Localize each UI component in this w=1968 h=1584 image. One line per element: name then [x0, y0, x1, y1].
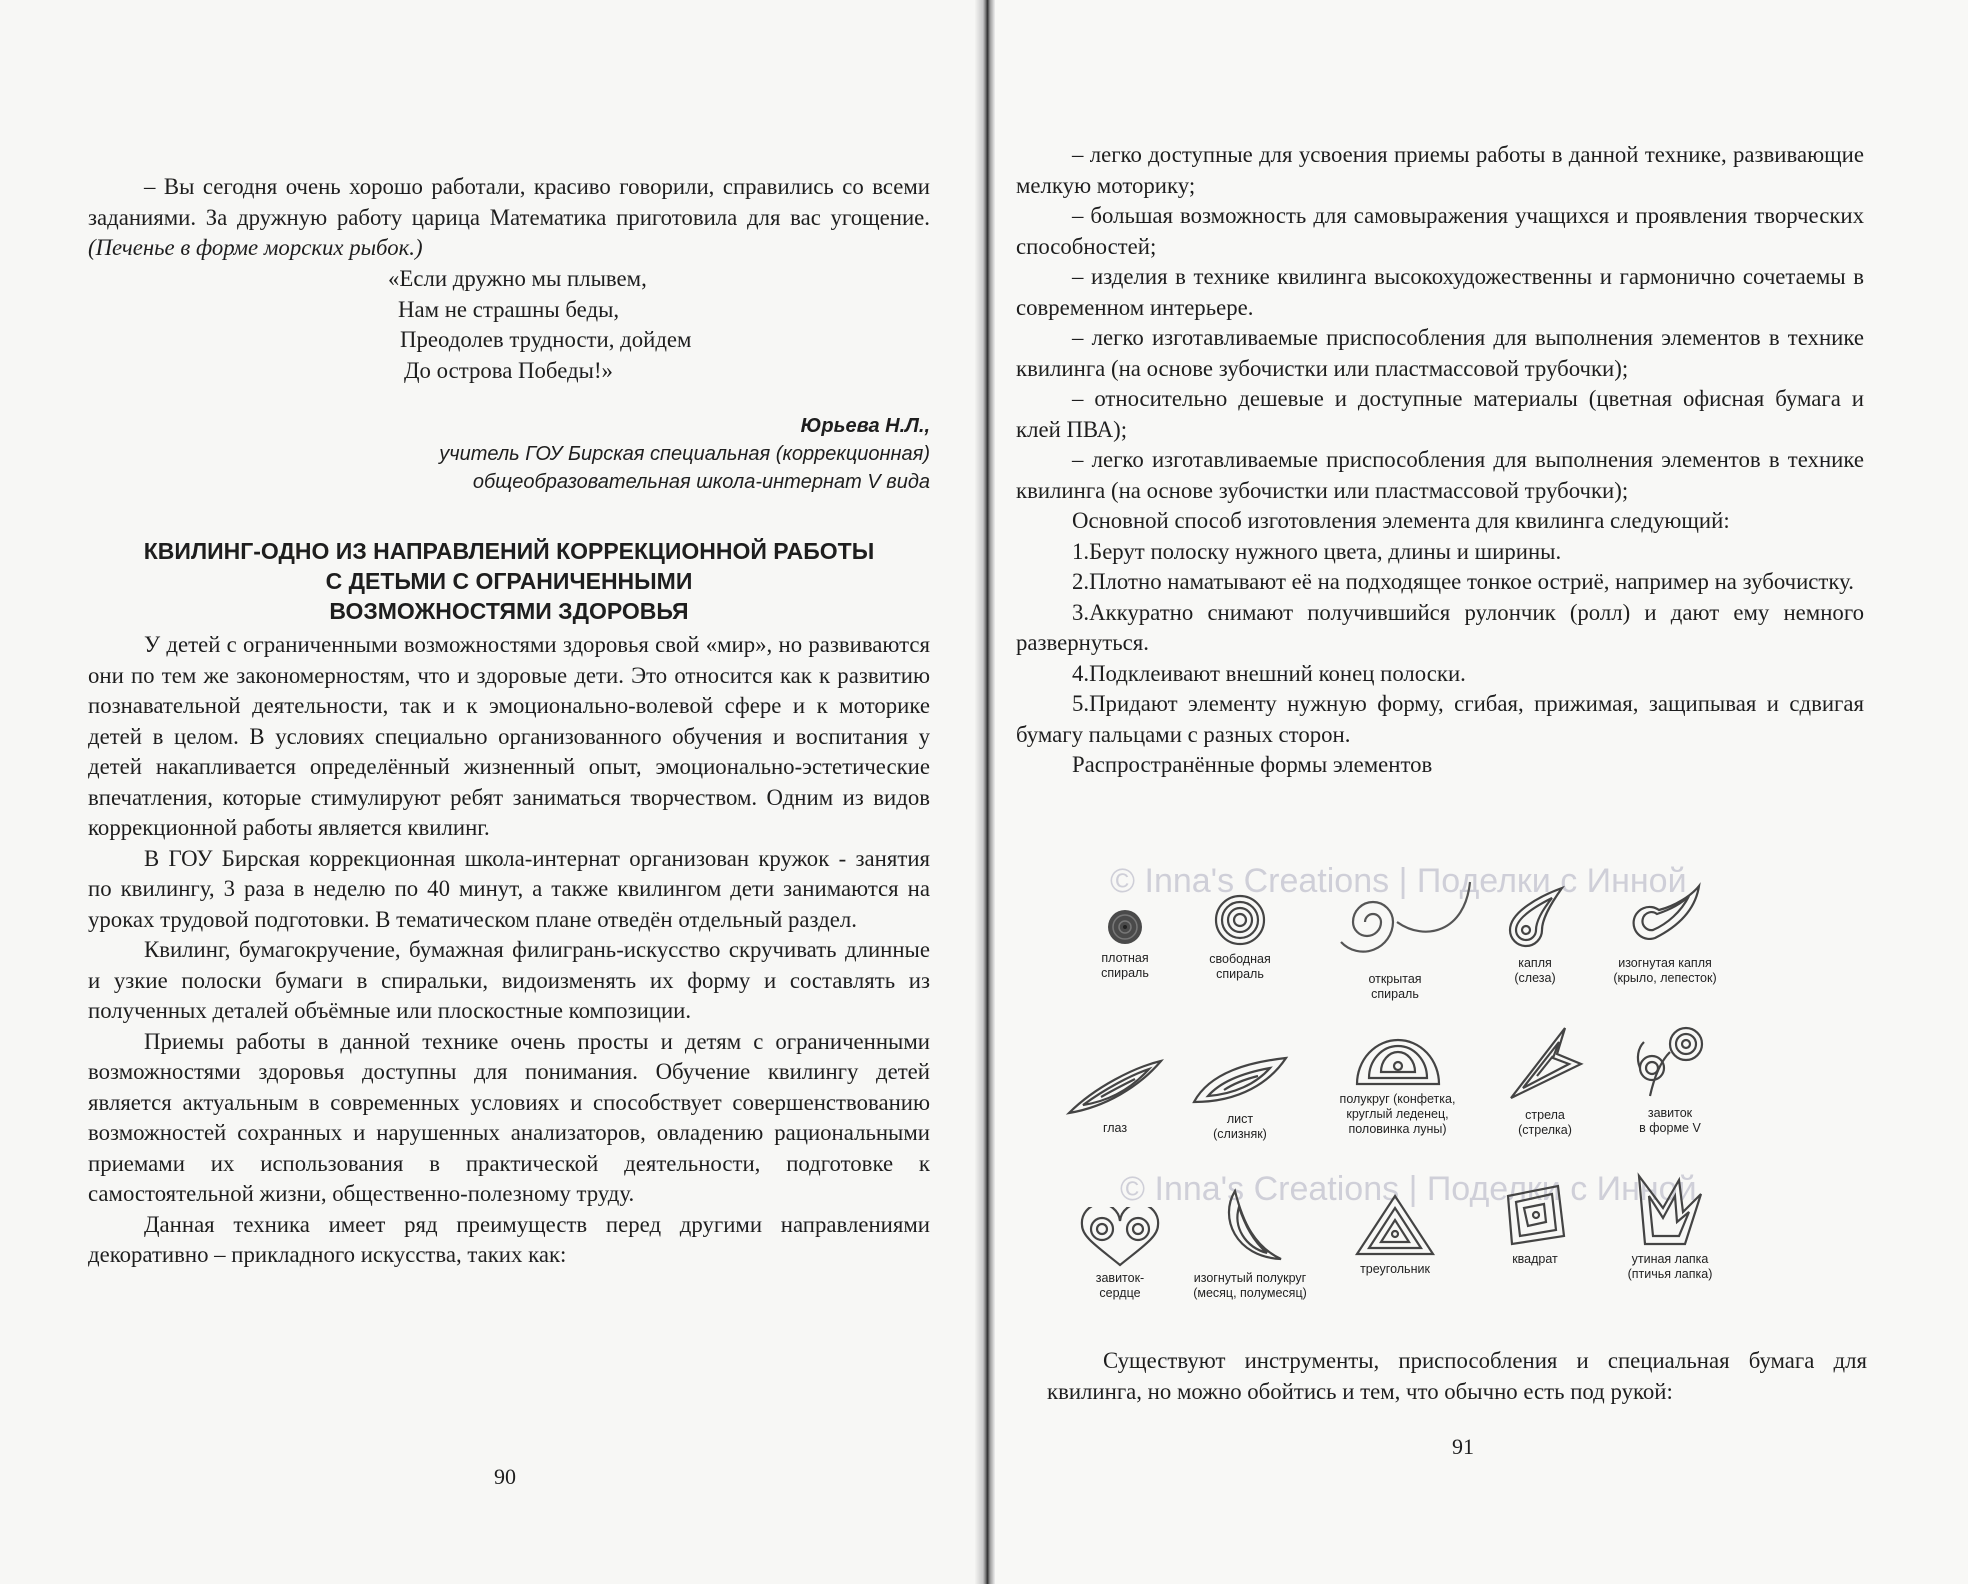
- element-leaf: лист (слизняк): [1180, 1052, 1300, 1142]
- arrow-icon: [1505, 1024, 1585, 1104]
- crescent-icon: [1215, 1187, 1285, 1267]
- element-heart-scroll: завиток- сердце: [1070, 1207, 1170, 1301]
- bullet-item: – относительно дешевые и доступные материалы (цветная офисная бумага и клей ПВА);: [1016, 386, 1864, 442]
- article-heading: [88, 536, 930, 626]
- heading-line: КВИЛИНГ-ОДНО ИЗ НАПРАВЛЕНИЙ КОРРЕКЦИОННОЙ РАБОТЫ: [143, 538, 875, 564]
- tight-spiral-icon: [1105, 907, 1145, 947]
- forms-title: Распространённые формы элементов: [1072, 752, 1433, 777]
- page-number-right: 91: [1452, 1434, 1474, 1459]
- bent-teardrop-icon: [1625, 882, 1705, 952]
- bullet-item: – легко изготавливаемые приспособления для выполнения элементов в технике квилинга (на основе зубочистки или пластмассовой трубочки);: [1016, 447, 1864, 503]
- v-scroll-icon: [1630, 1022, 1710, 1102]
- step-item: 4.Подклеивают внешний конец полоски.: [1072, 660, 1466, 686]
- eye-icon: [1065, 1057, 1165, 1117]
- paragraph: Квилинг, бумагокручение, бумажная филигрань-искусство скручивать длинные и узкие полоски бумаги в спиральки, видоизменять их форму и составлять из полученных деталей объёмные или плоскостные композиции.: [88, 937, 930, 1023]
- paragraph: У детей с ограниченными возможностями здоровья свой «мир», но развиваются они по тем же закономерностям, что и здоровые дети. Это относится как к развитию познавательной деятельности, так и к эмоционально-волевой сфере и к моторике детей в целом. В условиях специально организованного обучения и воспитания у детей накапливается определённый жизненный опыт, эмоционально-эстетические впечатления, которые стимулируют ребят заниматься творчеством. Одним из видов коррекционной работы является квилинг.: [88, 632, 930, 840]
- teardrop-icon: [1500, 882, 1570, 952]
- element-open-spiral: открытая спираль: [1310, 872, 1480, 1002]
- right-page: [987, 0, 1968, 1584]
- paragraph: Приемы работы в данной технике очень просты и детям с ограниченными возможностями здоровья доступны для понимания. Обучение квилингу детей является актуальным в современных условиях и способствует совершенствованию возможностей сохранных и нарушенных анализаторов, овладению рациональными приемами их использования в практической деятельности, подготовке к самостоятельной жизни, общественно-полезному труду.: [88, 1028, 930, 1206]
- bullet-item: – легко изготавливаемые приспособления для выполнения элементов в технике квилинга (на основе зубочистки или пластмассовой трубочки);: [1016, 325, 1864, 381]
- element-half-circle: полукруг (конфетка, круглый леденец, половинка луны): [1315, 1032, 1480, 1137]
- bullet-item: – изделия в технике квилинга высокохудожественны и гармонично сочетаемы в современном интерьере.: [1016, 264, 1864, 320]
- loose-spiral-icon: [1210, 892, 1270, 948]
- closing-paragraph: Существуют инструменты, приспособления и специальная бумага для квилинга, но можно обойтись и тем, что обычно есть под рукой:: [1047, 1348, 1867, 1404]
- article-body: [88, 630, 930, 1271]
- element-eye: глаз: [1060, 1057, 1170, 1136]
- watermark: © Inna's Creations | Поделки с Инной: [1110, 862, 1687, 900]
- element-arrow: стрела (стрелка): [1490, 1024, 1600, 1138]
- method-intro: Основной способ изготовления элемента для квилинга следующий:: [1072, 508, 1730, 533]
- element-triangle: треугольник: [1330, 1192, 1460, 1277]
- step-item: 2.Плотно наматывают её на подходящее тонкое остриё, например на зубочистку.: [1072, 569, 1854, 594]
- poem: [388, 264, 691, 386]
- half-circle-icon: [1353, 1032, 1443, 1088]
- author-position: учитель ГОУ Бирская специальная (коррекционная): [439, 443, 930, 465]
- step-item: 3.Аккуратно снимают получившийся рулончик (ролл) и дают ему немного развернуться.: [1016, 599, 1864, 655]
- poem-line: Нам не страшны беды,: [398, 296, 620, 322]
- element-tight-spiral: плотная спираль: [1070, 907, 1180, 981]
- poem-line: До острова Победы!»: [404, 357, 613, 383]
- element-square: квадрат: [1480, 1182, 1590, 1267]
- triangle-icon: [1353, 1192, 1437, 1258]
- intro-paragraph: – Вы сегодня очень хорошо работали, красиво говорили, справились со всеми заданиями. За дружную работу царица Математика приготовила для вас угощение. (Печенье в форме морских рыбок.): [88, 174, 930, 260]
- advantages-list: [1016, 140, 1864, 781]
- bullet-item: – легко доступные для усвоения приемы работы в данной технике, развивающие мелкую моторику;: [1016, 142, 1864, 198]
- author-block: [300, 412, 930, 496]
- element-v-scroll: завиток в форме V: [1615, 1022, 1725, 1136]
- heart-scroll-icon: [1078, 1207, 1162, 1267]
- heading-line: ВОЗМОЖНОСТЯМИ ЗДОРОВЬЯ: [329, 598, 689, 624]
- duck-foot-icon: [1635, 1172, 1705, 1248]
- heading-line: С ДЕТЬМИ С ОГРАНИЧЕННЫМИ: [325, 568, 693, 594]
- square-icon: [1502, 1182, 1568, 1248]
- element-crescent: изогнутый полукруг (месяц, полумесяц): [1180, 1187, 1320, 1301]
- author-name: Юрьева Н.Л.,: [800, 415, 930, 437]
- author-school: общеобразовательная школа-интернат V вида: [472, 471, 930, 493]
- open-spiral-icon: [1315, 872, 1475, 968]
- element-loose-spiral: свободная спираль: [1180, 892, 1300, 982]
- page-number-left: 90: [494, 1464, 516, 1489]
- watermark: © Inna's Creations | Поделки с Инной: [1120, 1170, 1697, 1208]
- book-spine: [975, 0, 995, 1584]
- poem-line: Преодолев трудности, дойдем: [400, 327, 692, 352]
- leaf-icon: [1190, 1052, 1290, 1108]
- poem-line: «Если дружно мы плывем,: [388, 266, 647, 291]
- step-item: 1.Берут полоску нужного цвета, длины и ширины.: [1072, 538, 1562, 564]
- paragraph: В ГОУ Бирская коррекционная школа-интернат организован кружок - занятия по квилингу, 3 раза в неделю по 40 минут, а также квилингом дети занимаются на уроках трудовой подготовки. В тематическом плане отведён отдельный раздел.: [88, 845, 930, 932]
- paragraph: Данная техника имеет ряд преимуществ перед другими направлениями декоративно – прикладного искусства, таких как:: [88, 1211, 930, 1267]
- element-bent-teardrop: изогнутая капля (крыло, лепесток): [1590, 882, 1740, 986]
- step-item: 5.Придают элементу нужную форму, сгибая, прижимая, защипывая и сдвигая бумагу пальцами с разных сторон.: [1016, 691, 1864, 747]
- intro-italic: (Печенье в форме морских рыбок.): [88, 235, 423, 260]
- element-duck-foot: утиная лапка (птичья лапка): [1605, 1172, 1735, 1282]
- quilling-forms-figure: [1060, 852, 1860, 1332]
- element-teardrop: капля (слеза): [1480, 882, 1590, 986]
- bullet-item: – большая возможность для самовыражения учащихся и проявления творческих способностей;: [1016, 203, 1864, 259]
